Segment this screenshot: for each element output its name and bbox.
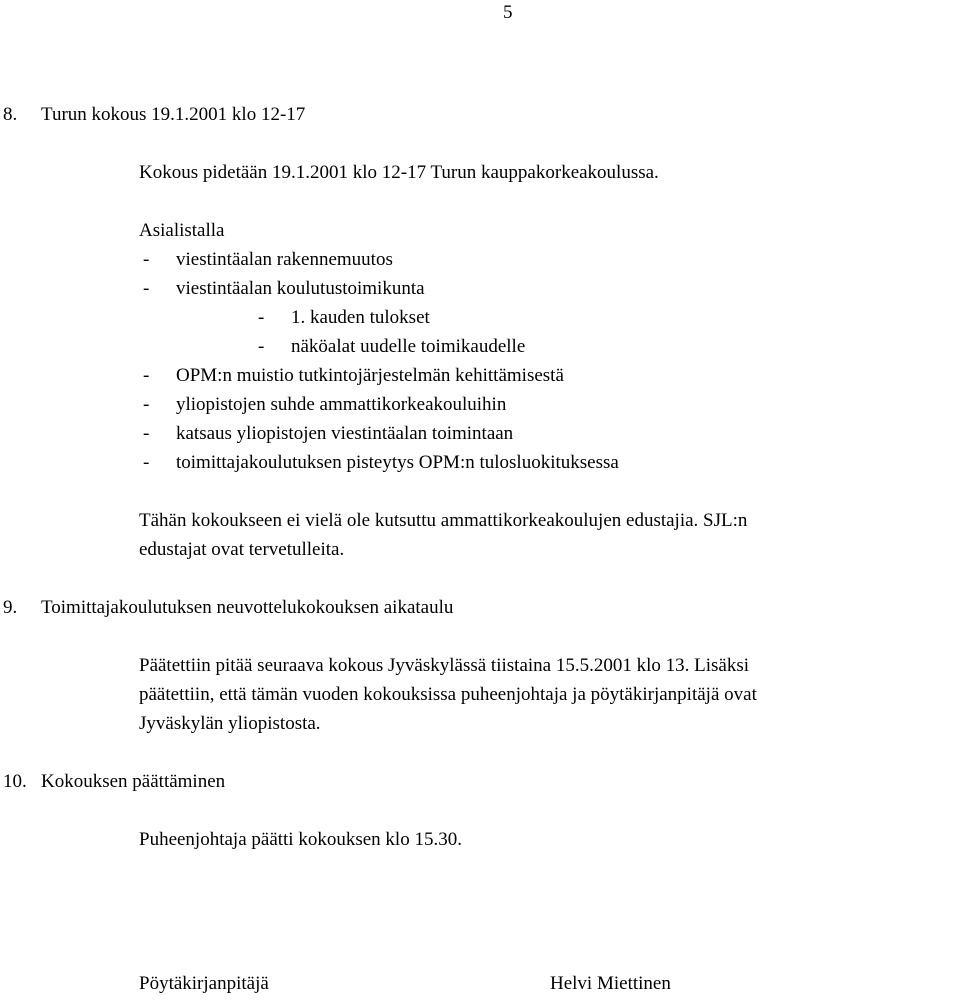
agenda-item-dash: - — [143, 249, 150, 270]
agenda-title: Asialistalla — [139, 220, 225, 241]
section-8-intro: Kokous pidetään 19.1.2001 klo 12-17 Turun kauppakorkeakoulussa. — [139, 162, 659, 183]
section-9-heading: Toimittajakoulutuksen neuvottelukokouksen aikataulu — [41, 597, 454, 618]
agenda-item-dash: - — [143, 452, 150, 473]
section-10-heading: Kokouksen päättäminen — [41, 771, 226, 792]
agenda-item-text: näköalat uudelle toimikaudelle — [291, 336, 526, 357]
page-number: 5 — [503, 2, 513, 23]
agenda-item-text: OPM:n muistio tutkintojärjestelmän kehittämisestä — [176, 365, 564, 386]
section-8-note-line-2: edustajat ovat tervetulleita. — [139, 539, 345, 560]
signature-name: Helvi Miettinen — [550, 973, 671, 994]
section-8-heading: Turun kokous 19.1.2001 klo 12-17 — [41, 104, 306, 125]
agenda-item-text: katsaus yliopistojen viestintäalan toimintaan — [176, 423, 514, 444]
agenda-item-dash: - — [258, 336, 265, 357]
section-8-note-line-1: Tähän kokoukseen ei vielä ole kutsuttu ammattikorkeakoulujen edustajia. SJL:n — [139, 510, 748, 531]
agenda-item-dash: - — [143, 423, 150, 444]
agenda-item-text: toimittajakoulutuksen pisteytys OPM:n tulosluokituksessa — [176, 452, 619, 473]
section-9-body-line-1: Päätettiin pitää seuraava kokous Jyväskylässä tiistaina 15.5.2001 klo 13. Lisäksi — [139, 655, 750, 676]
section-8-number: 8. — [3, 104, 18, 125]
agenda-item-text: viestintäalan koulutustoimikunta — [176, 278, 425, 299]
agenda-item-text: yliopistojen suhde ammattikorkeakouluihin — [176, 394, 507, 415]
section-10-body: Puheenjohtaja päätti kokouksen klo 15.30. — [139, 829, 462, 850]
section-9-body-line-3: Jyväskylän yliopistosta. — [139, 713, 321, 734]
section-9-body-line-2: päätettiin, että tämän vuoden kokouksissa puheenjohtaja ja pöytäkirjanpitäjä ovat — [139, 684, 757, 705]
section-10-number: 10. — [3, 771, 27, 792]
agenda-item-dash: - — [143, 278, 150, 299]
agenda-item-dash: - — [143, 394, 150, 415]
section-9-number: 9. — [3, 597, 18, 618]
agenda-item-text: viestintäalan rakennemuutos — [176, 249, 393, 270]
agenda-item-dash: - — [258, 307, 265, 328]
signature-role: Pöytäkirjanpitäjä — [139, 973, 269, 994]
agenda-item-dash: - — [143, 365, 150, 386]
agenda-item-text: 1. kauden tulokset — [291, 307, 430, 328]
